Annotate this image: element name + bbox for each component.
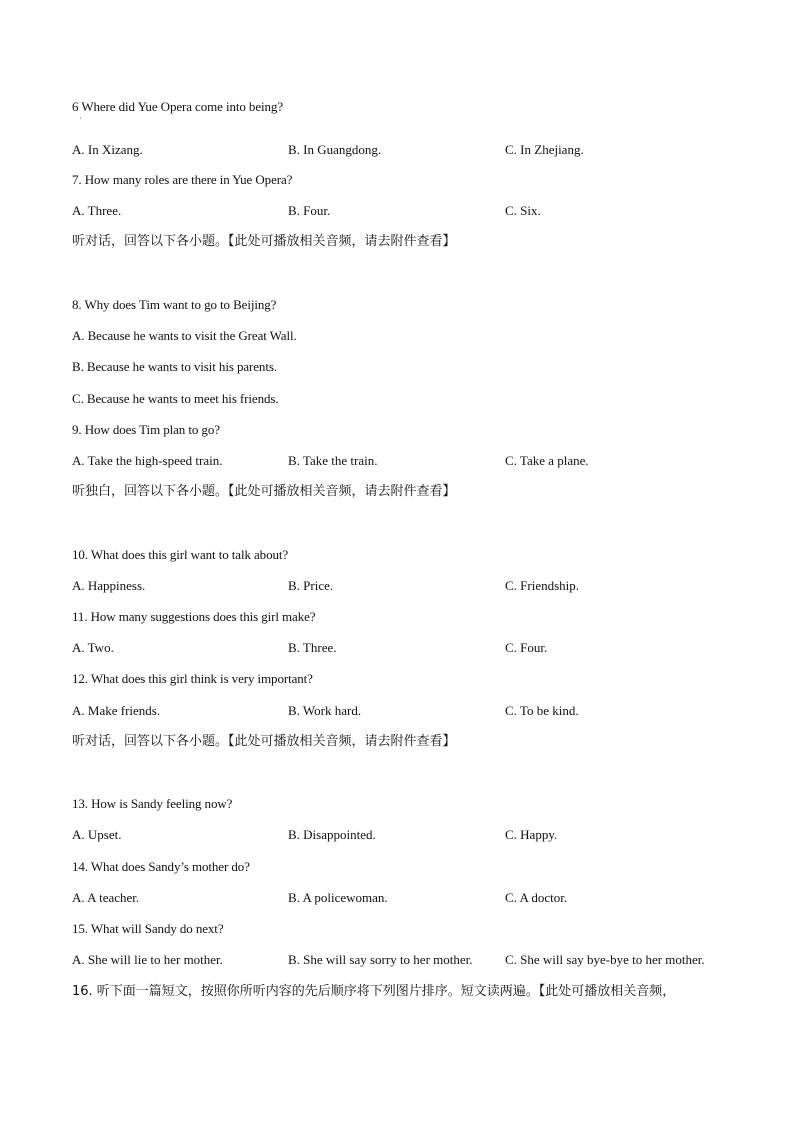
option-15-b: B. She will say sorry to her mother. bbox=[288, 952, 473, 967]
options-6 bbox=[72, 142, 752, 158]
option-9-a: A. Take the high-speed train. bbox=[72, 453, 223, 468]
options-12 bbox=[72, 703, 752, 719]
options-11 bbox=[72, 640, 752, 656]
option-8-b: B. Because he wants to visit his parents. bbox=[72, 359, 277, 374]
option-8-a: A. Because he wants to visit the Great Wall. bbox=[72, 328, 297, 343]
question-16: 16. 听下面一篇短文，按照你所听内容的先后顺序将下列图片排序。短文读两遍。【此处可播放相关音频， bbox=[72, 984, 676, 999]
option-11-b: B. Three. bbox=[288, 640, 337, 655]
option-15-a: A. She will lie to her mother. bbox=[72, 952, 223, 967]
option-12-c: C. To be kind. bbox=[505, 703, 579, 718]
question-14: 14. What does Sandy’s mother do? bbox=[72, 859, 250, 874]
stray-dot: · bbox=[79, 114, 82, 123]
question-7: 7. How many roles are there in Yue Opera? bbox=[72, 172, 293, 187]
option-10-b: B. Price. bbox=[288, 578, 334, 593]
option-7-c: C. Six. bbox=[505, 203, 541, 218]
option-11-c: C. Four. bbox=[505, 640, 548, 655]
option-6-b: B. In Guangdong. bbox=[288, 142, 382, 157]
option-6-a: A. In Xizang. bbox=[72, 142, 143, 157]
option-10-c: C. Friendship. bbox=[505, 578, 580, 593]
option-15-c: C. She will say bye-bye to her mother. bbox=[505, 952, 705, 967]
section-instruction-2: 听独白，回答以下各小题。【此处可播放相关音频，请去附件查看】 bbox=[72, 484, 456, 499]
options-15 bbox=[72, 952, 752, 968]
question-12: 12. What does this girl think is very important? bbox=[72, 671, 313, 686]
option-12-a: A. Make friends. bbox=[72, 703, 161, 718]
question-9: 9. How does Tim plan to go? bbox=[72, 422, 220, 437]
options-13 bbox=[72, 827, 752, 843]
section-instruction-1: 听对话，回答以下各小题。【此处可播放相关音频，请去附件查看】 bbox=[72, 234, 456, 249]
option-13-b: B. Disappointed. bbox=[288, 827, 376, 842]
question-13: 13. How is Sandy feeling now? bbox=[72, 796, 233, 811]
option-11-a: A. Two. bbox=[72, 640, 114, 655]
question-8: 8. Why does Tim want to go to Beijing? bbox=[72, 297, 277, 312]
option-9-b: B. Take the train. bbox=[288, 453, 378, 468]
question-6: 6 Where did Yue Opera come into being? bbox=[72, 99, 283, 114]
option-8-c: C. Because he wants to meet his friends. bbox=[72, 391, 279, 406]
options-7 bbox=[72, 203, 752, 219]
option-7-b: B. Four. bbox=[288, 203, 331, 218]
option-12-b: B. Work hard. bbox=[288, 703, 362, 718]
option-10-a: A. Happiness. bbox=[72, 578, 146, 593]
option-13-c: C. Happy. bbox=[505, 827, 558, 842]
question-10: 10. What does this girl want to talk about? bbox=[72, 547, 289, 562]
question-11: 11. How many suggestions does this girl make? bbox=[72, 609, 316, 624]
option-14-b: B. A policewoman. bbox=[288, 890, 388, 905]
options-14 bbox=[72, 890, 752, 906]
options-10 bbox=[72, 578, 752, 594]
option-6-c: C. In Zhejiang. bbox=[505, 142, 584, 157]
options-9 bbox=[72, 453, 752, 469]
option-9-c: C. Take a plane. bbox=[505, 453, 589, 468]
section-instruction-3: 听对话，回答以下各小题。【此处可播放相关音频，请去附件查看】 bbox=[72, 734, 456, 749]
option-14-c: C. A doctor. bbox=[505, 890, 568, 905]
option-7-a: A. Three. bbox=[72, 203, 122, 218]
question-15: 15. What will Sandy do next? bbox=[72, 921, 224, 936]
option-13-a: A. Upset. bbox=[72, 827, 122, 842]
option-14-a: A. A teacher. bbox=[72, 890, 140, 905]
